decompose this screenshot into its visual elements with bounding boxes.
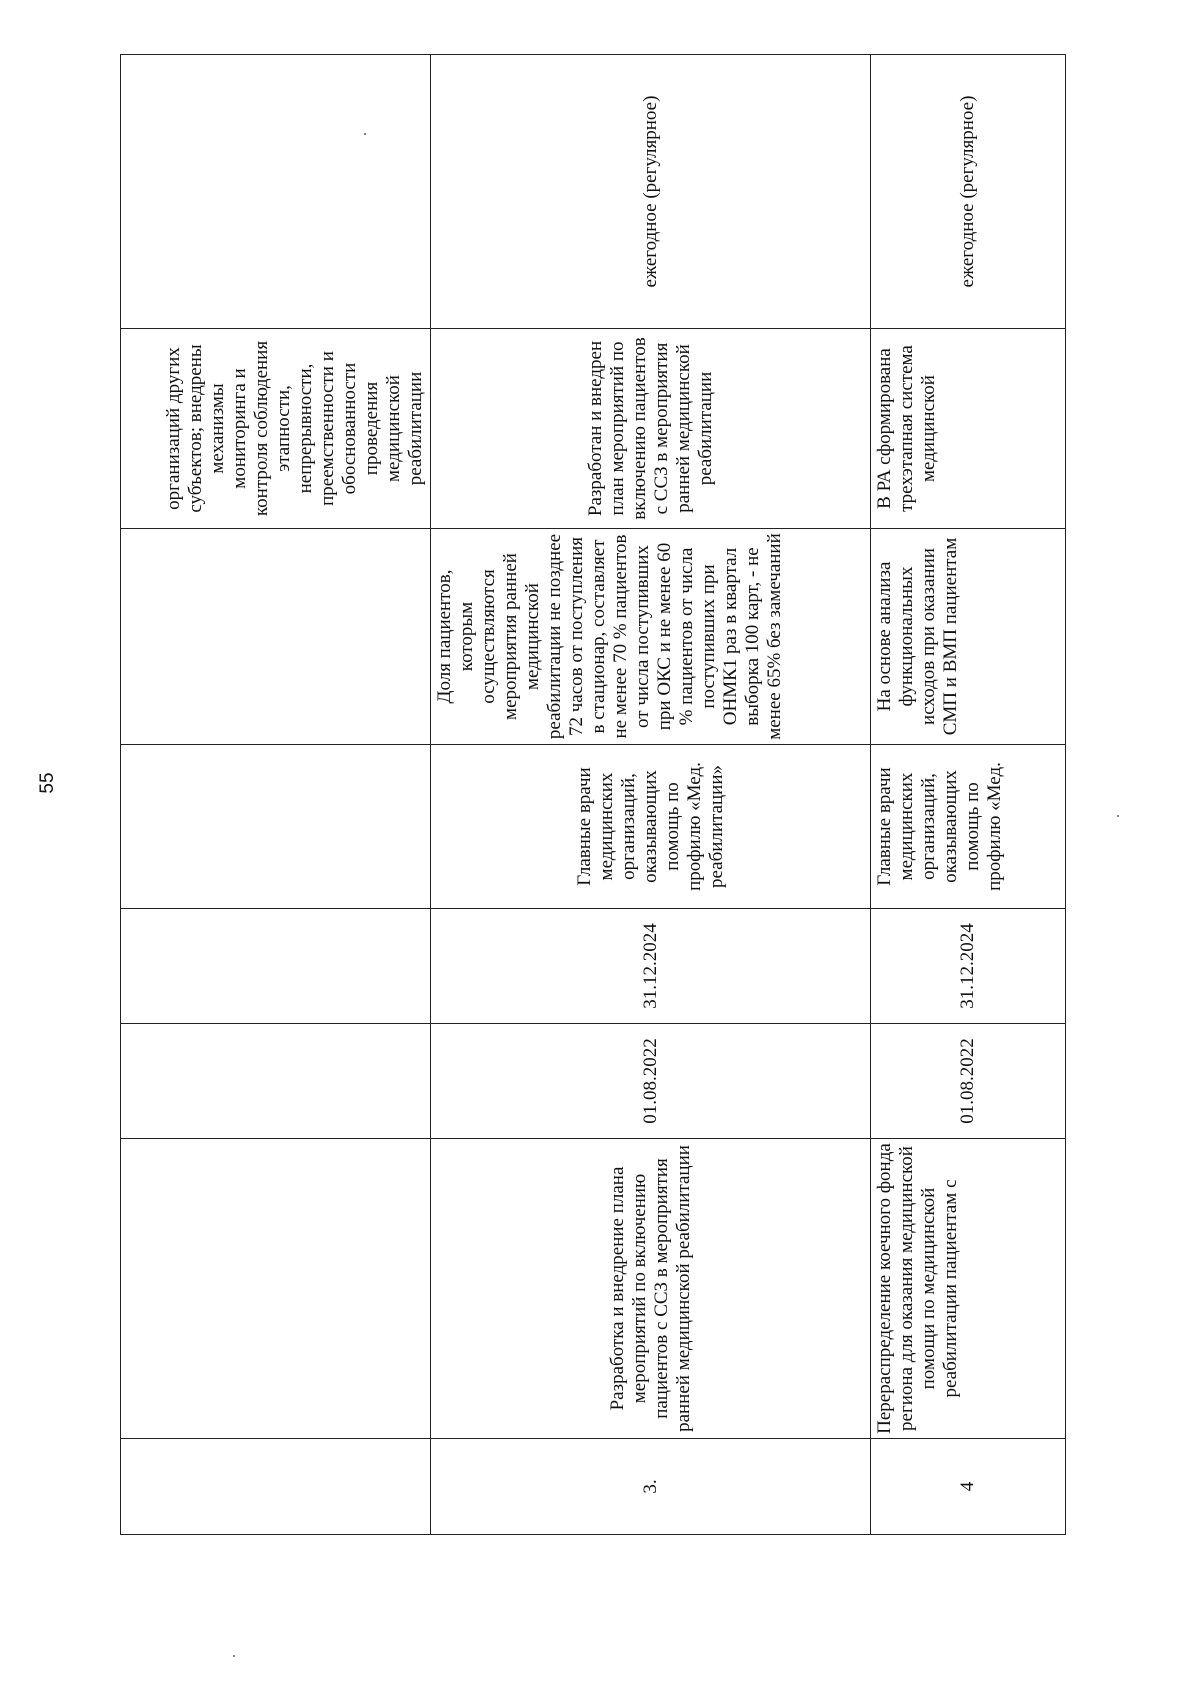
cell-result: организаций других субъектов; внедрены механизмы мониторинга и контроля соблюдения этапности, непрерывности, преемственности и обоснованности проведения медицинской реабилитации: [121, 329, 431, 529]
cell-result: Разработан и внедрен план мероприятий по включению пациентов с ССЗ в мероприятия ранней медицинской реабилитации: [431, 329, 871, 529]
table-row: [431, 55, 871, 1535]
cell-indicator: Доля пациентов, которым осуществляются мероприятия ранней медицинской реабилитации не позднее 72 часов от поступления в стационар, составляет не менее 70 % пациентов от числа поступивших при ОКС и не менее 60 % пациентов от числа поступивших при ОНМК1 раз в квартал выборка 100 карт, - не менее 65% без замечаний: [431, 529, 871, 745]
cell-indicator: На основе анализа функциональных исходов при оказании СМП и ВМП пациентам: [871, 529, 1066, 745]
cell-action: Разработка и внедрение плана мероприятий по включению пациентов с ССЗ в мероприятия ранней медицинской реабилитации: [431, 1139, 871, 1439]
cell-periodicity: [121, 55, 431, 329]
cell-responsible: [121, 745, 431, 909]
cell-action: [121, 1139, 431, 1439]
scan-speck: [1117, 815, 1119, 817]
cell-end: 31.12.2024: [871, 909, 1066, 1024]
cell-periodicity: ежегодное (регулярное): [431, 55, 871, 329]
cell-end: 31.12.2024: [431, 909, 871, 1024]
scan-speck: [233, 1655, 235, 1657]
cell-start: 01.08.2022: [871, 1024, 1066, 1139]
cell-indicator: [121, 529, 431, 745]
cell-responsible: Главные врачи медицинских организаций, оказывающих помощь по профилю «Мед. реабилитации»: [431, 745, 871, 909]
page-number: 55: [37, 772, 58, 794]
cell-action: Перераспределение коечного фонда региона для оказания медицинской помощи по медицинской реабилитации пациентам с: [871, 1139, 1066, 1439]
cell-num: [121, 1439, 431, 1535]
rotated-table-wrapper: [120, 55, 1065, 1535]
cell-num: 4: [871, 1439, 1066, 1535]
cell-start: 01.08.2022: [431, 1024, 871, 1139]
scan-speck: [364, 133, 366, 135]
table-row-continuation: [121, 55, 431, 1535]
cell-responsible: Главные врачи медицинских организаций, оказывающих помощь по профилю «Мед.: [871, 745, 1066, 909]
cell-start: [121, 1024, 431, 1139]
cell-num: 3.: [431, 1439, 871, 1535]
cell-periodicity: ежегодное (регулярное): [871, 55, 1066, 329]
cell-result: В РА сформирована трехэтапная система медицинской: [871, 329, 1066, 529]
cell-end: [121, 909, 431, 1024]
table-row: [871, 55, 1066, 1535]
measures-table: [120, 54, 1066, 1535]
